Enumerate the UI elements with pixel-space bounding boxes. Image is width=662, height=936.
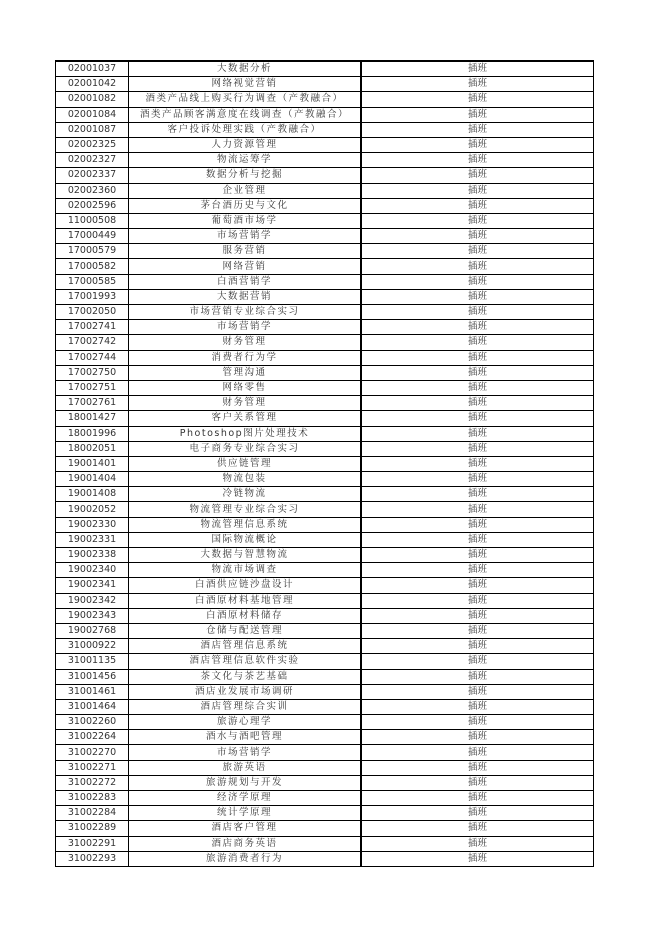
course-code: 31002270 [56, 745, 129, 760]
enrollment-type: 插班 [361, 380, 594, 395]
table-row [56, 548, 594, 563]
course-code: 18002051 [56, 441, 129, 456]
course-code: 31001461 [56, 684, 129, 699]
course-code: 17001993 [56, 289, 129, 304]
course-code: 19001404 [56, 472, 129, 487]
course-name: 大数据分析 [129, 61, 362, 77]
course-code: 19002052 [56, 502, 129, 517]
course-name: 网络零售 [129, 380, 362, 395]
table-row [56, 715, 594, 730]
course-name: 客户关系管理 [129, 411, 362, 426]
course-name: 酒店商务英语 [129, 836, 362, 851]
enrollment-type: 插班 [361, 456, 594, 471]
course-code: 17000582 [56, 259, 129, 274]
enrollment-type: 插班 [361, 806, 594, 821]
table-row [56, 122, 594, 137]
table-row [56, 593, 594, 608]
course-code: 02002360 [56, 183, 129, 198]
table-row [56, 487, 594, 502]
course-name: 市场营销专业综合实习 [129, 305, 362, 320]
table-row [56, 305, 594, 320]
enrollment-type: 插班 [361, 532, 594, 547]
course-name: 茅台酒历史与文化 [129, 198, 362, 213]
course-name: 大数据与智慧物流 [129, 548, 362, 563]
course-code: 31002289 [56, 821, 129, 836]
course-name: 大数据营销 [129, 289, 362, 304]
table-row [56, 244, 594, 259]
enrollment-type: 插班 [361, 715, 594, 730]
course-code: 19002330 [56, 517, 129, 532]
course-code: 02001084 [56, 107, 129, 122]
enrollment-type: 插班 [361, 168, 594, 183]
enrollment-type: 插班 [361, 441, 594, 456]
course-name: 管理沟通 [129, 365, 362, 380]
course-name: 企业管理 [129, 183, 362, 198]
enrollment-type: 插班 [361, 472, 594, 487]
course-name: 供应链管理 [129, 456, 362, 471]
course-code: 17002751 [56, 380, 129, 395]
course-name: 酒店业发展市场调研 [129, 684, 362, 699]
enrollment-type: 插班 [361, 730, 594, 745]
enrollment-type: 插班 [361, 699, 594, 714]
enrollment-type: 插班 [361, 578, 594, 593]
course-name: 酒类产品顾客满意度在线调查（产教融合） [129, 107, 362, 122]
course-name: 网络视觉营销 [129, 77, 362, 92]
course-name: 旅游规划与开发 [129, 775, 362, 790]
course-code: 31002291 [56, 836, 129, 851]
table-row [56, 426, 594, 441]
course-code: 31002284 [56, 806, 129, 821]
course-name: 旅游英语 [129, 760, 362, 775]
course-code: 31002272 [56, 775, 129, 790]
enrollment-type: 插班 [361, 137, 594, 152]
course-name: 葡萄酒市场学 [129, 213, 362, 228]
enrollment-type: 插班 [361, 684, 594, 699]
table-row [56, 851, 594, 866]
course-code: 31000922 [56, 639, 129, 654]
table-row [56, 335, 594, 350]
table-row [56, 274, 594, 289]
enrollment-type: 插班 [361, 183, 594, 198]
enrollment-type: 插班 [361, 669, 594, 684]
table-row [56, 198, 594, 213]
course-name: 白酒供应链沙盘设计 [129, 578, 362, 593]
course-name: 物流包装 [129, 472, 362, 487]
course-name: 冷链物流 [129, 487, 362, 502]
table-row [56, 563, 594, 578]
table-row [56, 532, 594, 547]
table-row [56, 472, 594, 487]
table-row [56, 350, 594, 365]
table-row [56, 760, 594, 775]
enrollment-type: 插班 [361, 289, 594, 304]
table-row [56, 684, 594, 699]
enrollment-type: 插班 [361, 320, 594, 335]
course-name: 国际物流概论 [129, 532, 362, 547]
table-row [56, 669, 594, 684]
course-name: 旅游心理学 [129, 715, 362, 730]
course-name: 市场营销学 [129, 745, 362, 760]
table-row [56, 320, 594, 335]
enrollment-type: 插班 [361, 350, 594, 365]
enrollment-type: 插班 [361, 259, 594, 274]
course-code: 31001456 [56, 669, 129, 684]
enrollment-type: 插班 [361, 623, 594, 638]
course-name: 市场营销学 [129, 229, 362, 244]
course-code: 17002744 [56, 350, 129, 365]
enrollment-type: 插班 [361, 821, 594, 836]
table-row [56, 623, 594, 638]
course-name: 白酒营销学 [129, 274, 362, 289]
course-code: 19002340 [56, 563, 129, 578]
table-row [56, 107, 594, 122]
table-row [56, 259, 594, 274]
enrollment-type: 插班 [361, 745, 594, 760]
course-name: 财务管理 [129, 335, 362, 350]
course-name: 服务营销 [129, 244, 362, 259]
course-name: 数据分析与挖掘 [129, 168, 362, 183]
enrollment-type: 插班 [361, 365, 594, 380]
course-code: 17002050 [56, 305, 129, 320]
course-code: 19001401 [56, 456, 129, 471]
course-name: 物流管理信息系统 [129, 517, 362, 532]
table-row [56, 806, 594, 821]
enrollment-type: 插班 [361, 760, 594, 775]
course-name: 白酒原材料储存 [129, 608, 362, 623]
table-row [56, 365, 594, 380]
course-code: 02001087 [56, 122, 129, 137]
enrollment-type: 插班 [361, 593, 594, 608]
enrollment-type: 插班 [361, 153, 594, 168]
course-name: 客户投诉处理实践（产教融合） [129, 122, 362, 137]
enrollment-type: 插班 [361, 61, 594, 77]
enrollment-type: 插班 [361, 335, 594, 350]
course-name: 人力资源管理 [129, 137, 362, 152]
enrollment-type: 插班 [361, 791, 594, 806]
course-table [55, 60, 594, 867]
course-code: 31002283 [56, 791, 129, 806]
enrollment-type: 插班 [361, 654, 594, 669]
table-row [56, 654, 594, 669]
enrollment-type: 插班 [361, 548, 594, 563]
table-row [56, 456, 594, 471]
enrollment-type: 插班 [361, 502, 594, 517]
course-name: 白酒原材料基地管理 [129, 593, 362, 608]
course-name: 物流市场调查 [129, 563, 362, 578]
table-row [56, 289, 594, 304]
course-name: 市场营销学 [129, 320, 362, 335]
enrollment-type: 插班 [361, 608, 594, 623]
course-code: 31002260 [56, 715, 129, 730]
table-row [56, 517, 594, 532]
enrollment-type: 插班 [361, 92, 594, 107]
course-code: 17002741 [56, 320, 129, 335]
course-code: 31002264 [56, 730, 129, 745]
course-code: 17002761 [56, 396, 129, 411]
course-name: 茶文化与茶艺基础 [129, 669, 362, 684]
course-name: Photoshop图片处理技术 [129, 426, 362, 441]
course-code: 19002331 [56, 532, 129, 547]
enrollment-type: 插班 [361, 851, 594, 866]
course-name: 消费者行为学 [129, 350, 362, 365]
course-code: 02001042 [56, 77, 129, 92]
course-code: 17002750 [56, 365, 129, 380]
table-row [56, 168, 594, 183]
course-code: 31001464 [56, 699, 129, 714]
enrollment-type: 插班 [361, 213, 594, 228]
course-code: 19002768 [56, 623, 129, 638]
enrollment-type: 插班 [361, 77, 594, 92]
table-row [56, 77, 594, 92]
table-row [56, 578, 594, 593]
course-code: 18001427 [56, 411, 129, 426]
course-name: 经济学原理 [129, 791, 362, 806]
table-row [56, 608, 594, 623]
enrollment-type: 插班 [361, 229, 594, 244]
course-name: 酒类产品线上购买行为调查（产教融合） [129, 92, 362, 107]
course-name: 酒店管理综合实训 [129, 699, 362, 714]
course-code: 18001996 [56, 426, 129, 441]
table-row [56, 836, 594, 851]
enrollment-type: 插班 [361, 396, 594, 411]
enrollment-type: 插班 [361, 487, 594, 502]
enrollment-type: 插班 [361, 244, 594, 259]
table-row [56, 92, 594, 107]
course-code: 19002338 [56, 548, 129, 563]
enrollment-type: 插班 [361, 198, 594, 213]
course-code: 19001408 [56, 487, 129, 502]
enrollment-type: 插班 [361, 411, 594, 426]
course-code: 11000508 [56, 213, 129, 228]
course-code: 17000579 [56, 244, 129, 259]
course-name: 仓储与配送管理 [129, 623, 362, 638]
course-code: 02002327 [56, 153, 129, 168]
table-row [56, 502, 594, 517]
table-row [56, 229, 594, 244]
course-name: 酒店管理信息系统 [129, 639, 362, 654]
course-code: 19002341 [56, 578, 129, 593]
course-code: 02002337 [56, 168, 129, 183]
course-name: 酒店客户管理 [129, 821, 362, 836]
table-row [56, 821, 594, 836]
table-row [56, 791, 594, 806]
enrollment-type: 插班 [361, 274, 594, 289]
table-row [56, 153, 594, 168]
course-name: 统计学原理 [129, 806, 362, 821]
course-code: 17002742 [56, 335, 129, 350]
table-row [56, 730, 594, 745]
enrollment-type: 插班 [361, 639, 594, 654]
table-row [56, 745, 594, 760]
course-code: 31002293 [56, 851, 129, 866]
course-name: 酒水与酒吧管理 [129, 730, 362, 745]
enrollment-type: 插班 [361, 563, 594, 578]
enrollment-type: 插班 [361, 517, 594, 532]
course-name: 电子商务专业综合实习 [129, 441, 362, 456]
course-code: 31001135 [56, 654, 129, 669]
course-code: 02002325 [56, 137, 129, 152]
enrollment-type: 插班 [361, 107, 594, 122]
course-code: 02001037 [56, 61, 129, 77]
course-code: 02002596 [56, 198, 129, 213]
course-name: 物流管理专业综合实习 [129, 502, 362, 517]
enrollment-type: 插班 [361, 122, 594, 137]
table-row [56, 411, 594, 426]
enrollment-type: 插班 [361, 836, 594, 851]
enrollment-type: 插班 [361, 426, 594, 441]
enrollment-type: 插班 [361, 305, 594, 320]
course-code: 31002271 [56, 760, 129, 775]
course-name: 物流运筹学 [129, 153, 362, 168]
course-name: 网络营销 [129, 259, 362, 274]
course-name: 酒店管理信息软件实验 [129, 654, 362, 669]
table-row [56, 441, 594, 456]
course-code: 19002343 [56, 608, 129, 623]
course-code: 19002342 [56, 593, 129, 608]
table-row [56, 213, 594, 228]
course-code: 02001082 [56, 92, 129, 107]
course-name: 财务管理 [129, 396, 362, 411]
table-row [56, 61, 594, 77]
table-row [56, 775, 594, 790]
table-row [56, 183, 594, 198]
course-code: 17000585 [56, 274, 129, 289]
table-row [56, 699, 594, 714]
table-row [56, 380, 594, 395]
enrollment-type: 插班 [361, 775, 594, 790]
table-row [56, 396, 594, 411]
table-row [56, 639, 594, 654]
table-row [56, 137, 594, 152]
course-name: 旅游消费者行为 [129, 851, 362, 866]
course-code: 17000449 [56, 229, 129, 244]
